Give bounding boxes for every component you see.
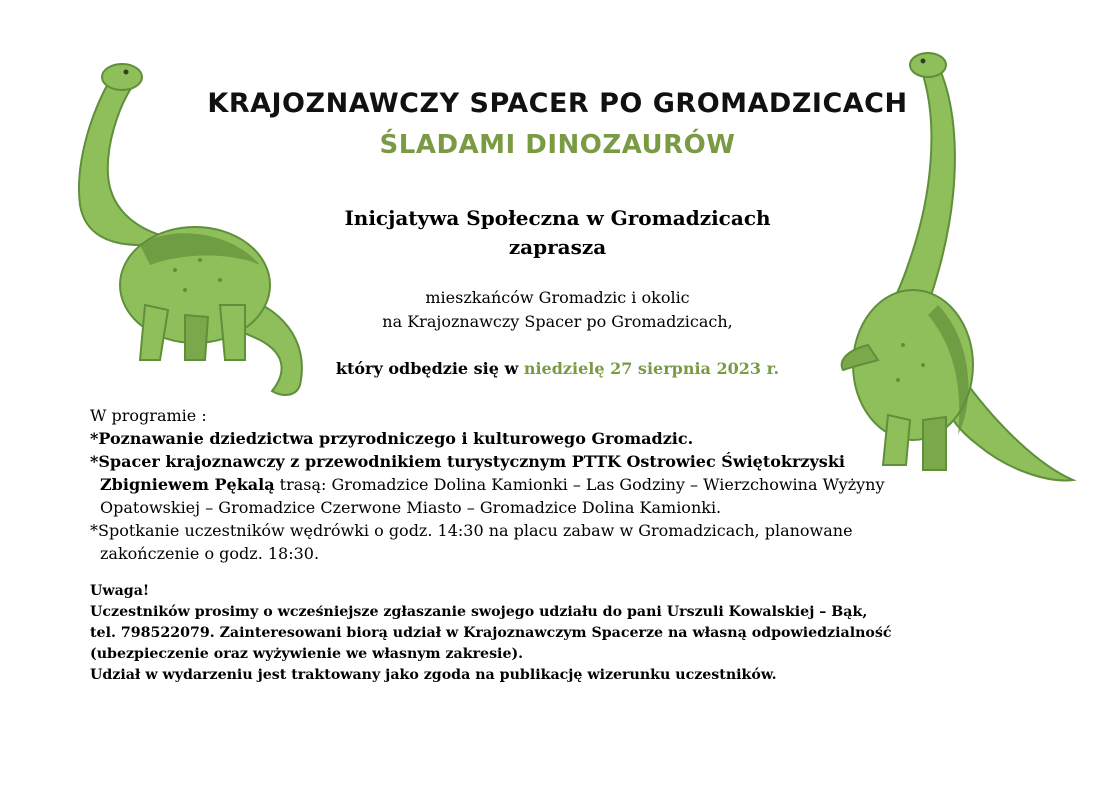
program-item-1: *Poznawanie dziedzictwa przyrodniczego i kulturowego Gromadzic. <box>90 429 694 448</box>
guide-name: Zbigniewem Pękalą <box>100 475 275 494</box>
program-section <box>90 404 990 565</box>
organizer-name: Inicjatywa Społeczna w Gromadzicach <box>344 206 771 230</box>
notice-heading: Uwaga! <box>90 583 150 599</box>
poster-title: KRAJOZNAWCZY SPACER PO GROMADZICACH <box>207 88 908 119</box>
notice-line-2: tel. 798522079. Zainteresowani biorą udział w Krajoznawczym Spacerze na własną odpowiedzialność <box>90 625 892 641</box>
program-item-2-line-3: Opatowskiej – Gromadzice Czerwone Miasto – Gromadzice Dolina Kamionki. <box>100 498 722 517</box>
notice-line-3: (ubezpieczenie oraz wyżywienie we własnym zakresie). <box>90 646 524 662</box>
program-item-2-line-2 <box>90 473 990 496</box>
organizer-block <box>0 204 1115 262</box>
invitation-text <box>0 286 1115 334</box>
route-text: trasą: Gromadzice Dolina Kamionki – Las Godziny – Wierzchowina Wyżyny <box>274 475 885 494</box>
program-item-2-line-1: *Spacer krajoznawczy z przewodnikiem turystycznym PTTK Ostrowiec Świętokrzyski <box>90 452 845 471</box>
organizer-invite-word: zaprasza <box>508 235 607 259</box>
date-prefix: który odbędzie się w <box>335 359 524 378</box>
invitation-line-1: mieszkańców Gromadzic i okolic <box>425 288 690 307</box>
event-date-line <box>0 359 1115 378</box>
program-item-3-line-1: *Spotkanie uczestników wędrówki o godz. 14:30 na placu zabaw w Gromadzicach, planowane <box>90 521 853 540</box>
notice-line-4: Udział w wydarzeniu jest traktowany jako zgoda na publikację wizerunku uczestników. <box>90 667 777 683</box>
notice-line-1: Uczestników prosimy o wcześniejsze zgłaszanie swojego udziału do pani Urszuli Kowalskiej – Bąk, <box>90 604 868 620</box>
notice-section <box>90 581 1030 686</box>
event-date: niedzielę 27 sierpnia 2023 r. <box>523 359 780 378</box>
program-item-3-line-2: zakończenie o godz. 18:30. <box>100 544 320 563</box>
poster-subtitle: ŚLADAMI DINOZAURÓW <box>379 130 736 160</box>
invitation-line-2: na Krajoznawczy Spacer po Gromadzicach, <box>382 312 733 331</box>
program-heading: W programie : <box>90 406 207 425</box>
